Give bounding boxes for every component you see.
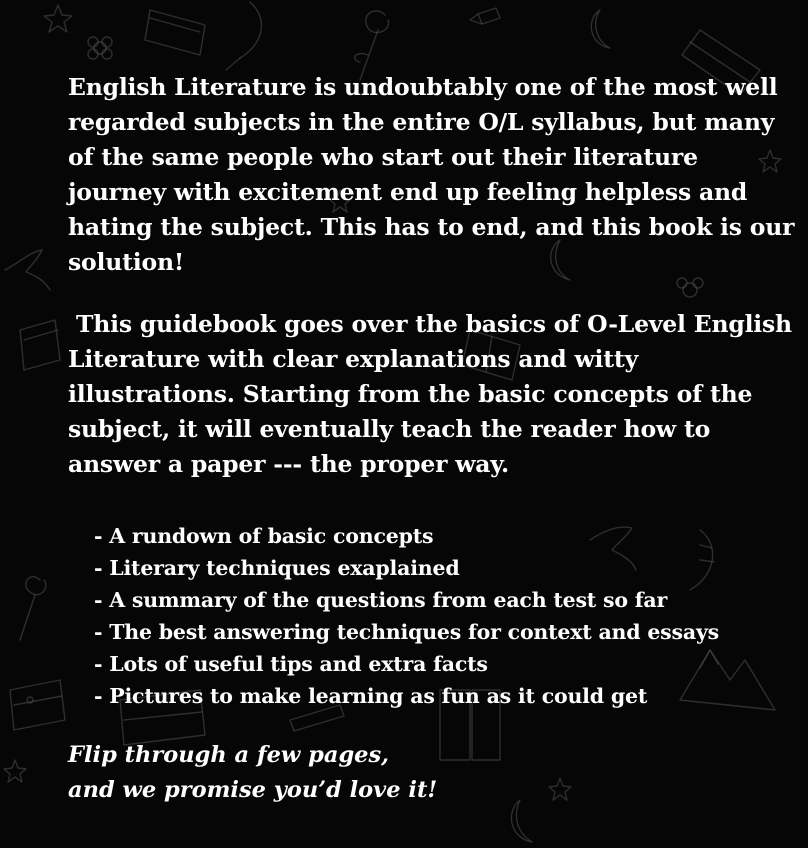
moon-icon	[591, 10, 610, 48]
closing-tagline	[68, 738, 798, 808]
closing-line-1: Flip through a few pages,	[68, 742, 389, 768]
list-item: - Lots of useful tips and extra facts	[94, 652, 488, 676]
feather-icon	[226, 2, 261, 70]
book-icon	[20, 320, 60, 370]
book-icon	[145, 10, 205, 55]
intro-paragraph: English Literature is undoubtably one of the most well regarded subjects in the entire O/L syllabus, but many of the same people who start out their literature journey with excitement end up feeling helpless and hating the subject. This has to end, and this book is our solution!	[68, 73, 795, 276]
flower-icon	[88, 37, 112, 59]
list-item: - A rundown of basic concepts	[94, 524, 434, 548]
pencil-icon	[470, 8, 500, 24]
list-item: - Pictures to make learning as fun as it could get	[94, 684, 648, 708]
list-item: - Literary techniques exaplained	[94, 556, 460, 580]
rose-icon	[20, 577, 46, 640]
star-icon	[44, 5, 72, 32]
scroll-icon	[10, 680, 65, 730]
star-icon	[4, 760, 26, 782]
feature-list	[68, 520, 798, 712]
list-item: - The best answering techniques for context and essays	[94, 620, 719, 644]
closing-line-2: and we promise you’d love it!	[68, 777, 438, 803]
description-text-block	[68, 70, 798, 808]
bird-icon	[5, 250, 50, 290]
list-item: - A summary of the questions from each test so far	[94, 588, 668, 612]
guide-paragraph: This guidebook goes over the basics of O-Level English Literature with clear explanations and witty illustrations. Starting from the basic concepts of the subject, it will eventually teach the reader how to answer a paper --- the proper way.	[68, 310, 792, 478]
